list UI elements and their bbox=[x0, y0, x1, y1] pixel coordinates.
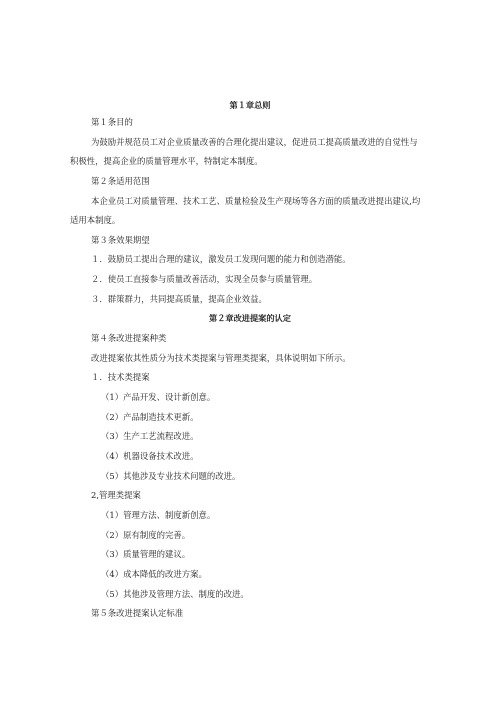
article-3-item-3: ３．群策群力，共同提高质量，提高企业效益。 bbox=[91, 294, 267, 304]
article-1-body-line-2: 积极性，提高企业的质量管理水平，特制定本制度。 bbox=[70, 156, 263, 166]
article-3-item-1: １．鼓励员工提出合理的建议，激发员工发现问题的能力和创造潜能。 bbox=[91, 254, 351, 264]
mgmt-proposal-heading: 2,管理类提案 bbox=[91, 490, 141, 500]
article-2-title: 第２条适用范围 bbox=[91, 176, 150, 186]
chapter-1-title: 第１章总则 bbox=[229, 100, 271, 110]
tech-item-4: （4）机器设备技术改进。 bbox=[101, 451, 199, 461]
article-5-title: 第５条改进提案认定标准 bbox=[91, 608, 184, 618]
article-3-item-2: ２．使员工直接参与质量改善活动，实现全员参与质量管理。 bbox=[91, 274, 318, 284]
chapter-2-title: 第２章改进提案的认定 bbox=[209, 313, 291, 323]
article-1-title: 第１条目的 bbox=[91, 117, 133, 127]
mgmt-item-2: （2）原有制度的完善。 bbox=[101, 530, 191, 540]
article-2-body-line-1: 本企业员工对质量管理、技术工艺、质量检验及生产现场等各方面的质量改进提出建议,均 bbox=[91, 196, 421, 206]
article-1-body-line-1: 为鼓励并规范员工对企业质量改善的合理化提出建议，促进员工提高质量改进的自觉性与 bbox=[91, 137, 418, 147]
tech-item-1: （1）产品开发、设计新创意。 bbox=[101, 392, 216, 402]
mgmt-item-1: （1）管理方法、制度新创意。 bbox=[101, 510, 216, 520]
tech-proposal-heading: １．技术类提案 bbox=[91, 372, 150, 382]
tech-item-5: （5）其他涉及专业技术问题的改进。 bbox=[101, 471, 241, 481]
article-2-body-line-2: 适用本制度。 bbox=[70, 215, 121, 225]
tech-item-2: （2）产品制造技术更新。 bbox=[101, 412, 199, 422]
article-4-intro: 改进提案依其性质分为技术类提案与管理类提案，具体说明如下所示。 bbox=[91, 353, 351, 363]
mgmt-item-5: （5）其他涉及管理方法、制度的改进。 bbox=[101, 589, 249, 599]
mgmt-item-3: （3）质量管理的建议。 bbox=[101, 549, 191, 559]
mgmt-item-4: （4）成本降低的改进方案。 bbox=[101, 569, 207, 579]
article-4-title: 第４条改进提案种类 bbox=[91, 333, 167, 343]
article-3-title: 第３条效果期望 bbox=[91, 235, 150, 245]
tech-item-3: （3）生产工艺流程改进。 bbox=[101, 431, 199, 441]
